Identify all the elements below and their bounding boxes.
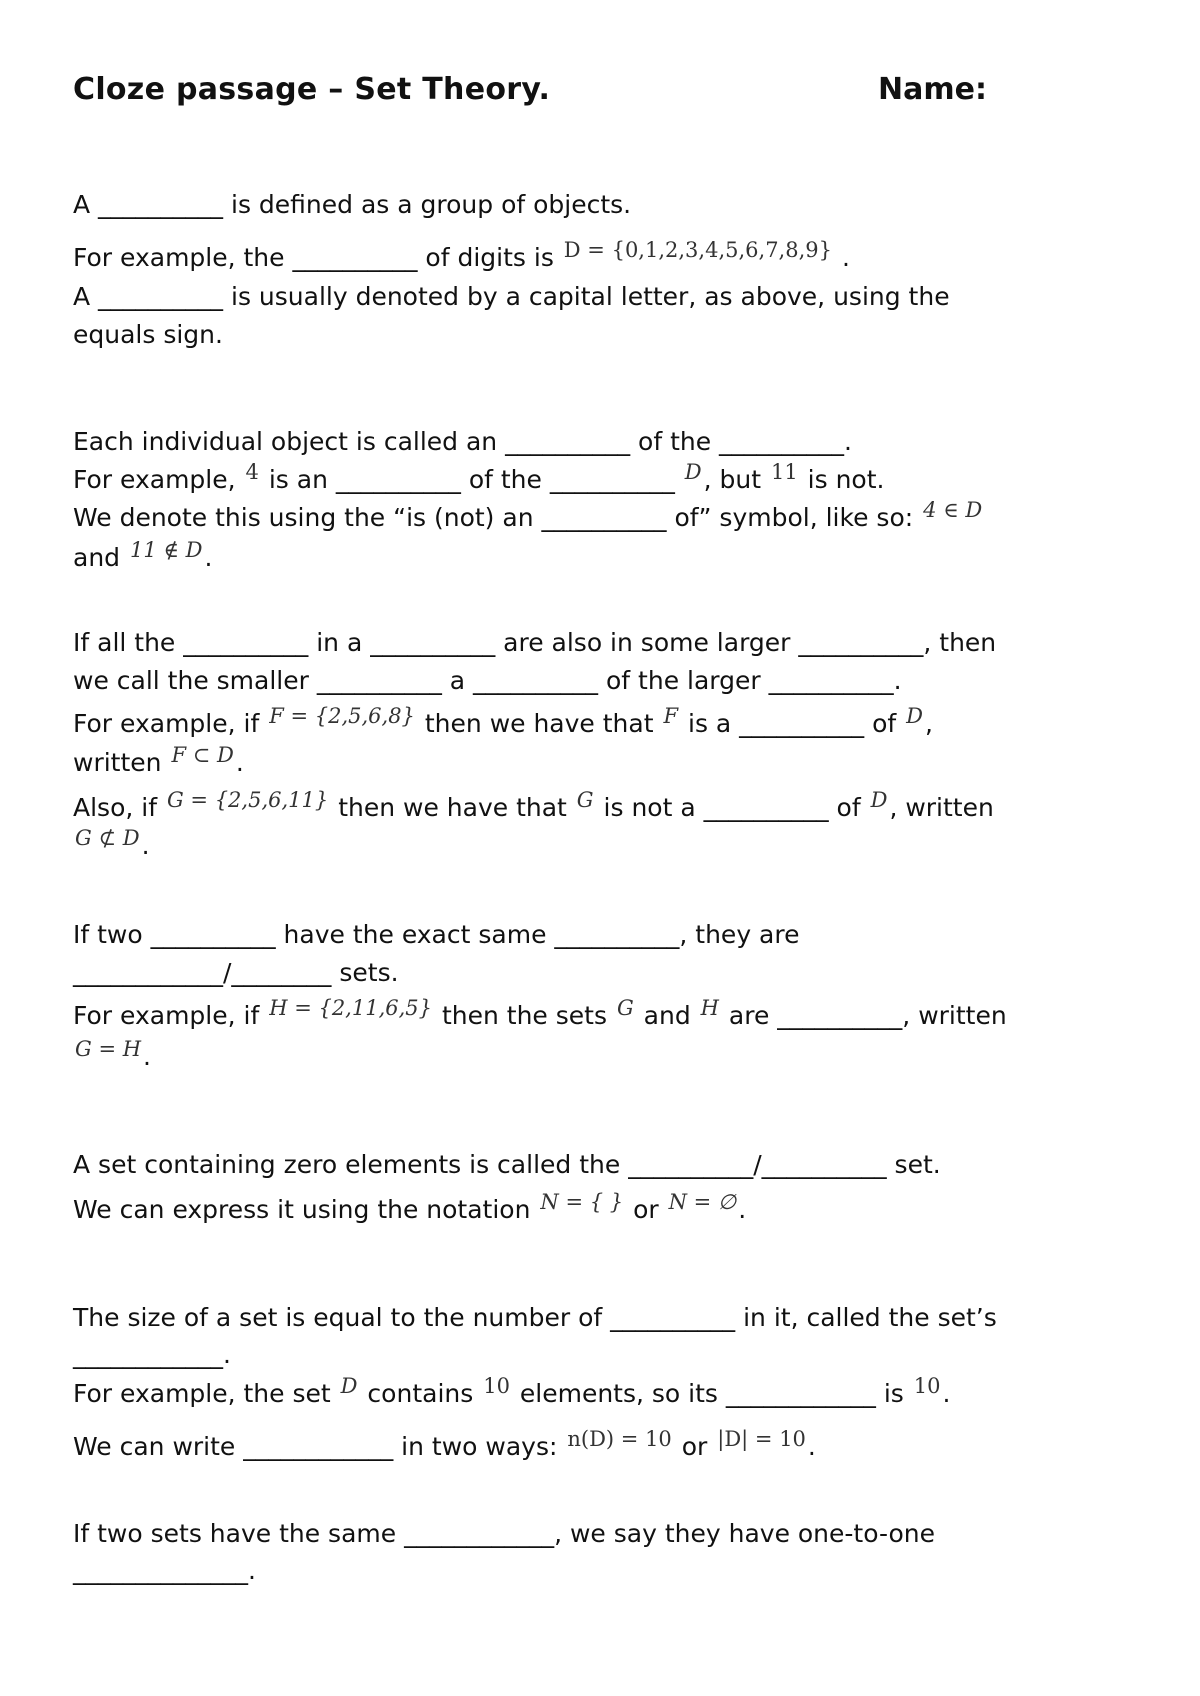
passage-text: then we have that xyxy=(416,709,662,738)
math-expression: n(D) = 10 xyxy=(567,1427,672,1451)
math-expression: 10 xyxy=(483,1374,510,1398)
passage-text: If all the __________ in a __________ are also in some larger __________, then xyxy=(73,628,997,657)
passage-text: is not. xyxy=(799,465,885,494)
passage-text: . xyxy=(942,1379,951,1408)
math-expression: F ⊂ D xyxy=(171,743,234,767)
passage-text: . xyxy=(738,1195,747,1224)
passage-line xyxy=(73,429,852,454)
passage-text: For example, the __________ of digits is xyxy=(73,243,562,272)
name-label: Name: xyxy=(878,72,987,107)
passage-line xyxy=(73,996,1007,1030)
passage-text: A __________ is defined as a group of objects. xyxy=(73,190,632,219)
passage-line xyxy=(73,460,885,494)
passage-text: and xyxy=(635,1001,699,1030)
passage-text: then we have that xyxy=(330,793,575,822)
math-expression: 10 xyxy=(913,1374,941,1398)
passage-line xyxy=(73,704,933,738)
math-expression: G ⊄ D xyxy=(75,826,140,850)
passage-line xyxy=(73,630,996,655)
passage-text: are __________, written xyxy=(720,1001,1007,1030)
passage-text: . xyxy=(143,1042,151,1071)
passage-text: we call the smaller __________ a __________ of the larger __________. xyxy=(73,666,902,695)
passage-line xyxy=(73,284,950,309)
passage-text: A __________ is usually denoted by a capital letter, as above, using the xyxy=(73,282,950,311)
passage-text: We can write ____________ in two ways: xyxy=(73,1432,566,1461)
math-expression: D = {0,1,2,3,4,5,6,7,8,9} xyxy=(563,238,832,262)
passage-text: Also, if xyxy=(73,793,165,822)
passage-text: If two sets have the same ____________, we say they have one-to-one xyxy=(73,1519,935,1548)
math-expression: 4 xyxy=(245,460,259,484)
passage-text: . xyxy=(204,543,213,572)
passage-line xyxy=(73,668,902,693)
math-expression: G = H xyxy=(75,1037,142,1061)
passage-text: For example, the set xyxy=(73,1379,339,1408)
passage-text: , but xyxy=(703,465,769,494)
passage-text: elements, so its ____________ is xyxy=(511,1379,912,1408)
math-expression: N = ∅ xyxy=(668,1190,737,1214)
math-expression: 11 ∉ D xyxy=(129,538,203,562)
passage-text: For example, if xyxy=(73,1001,268,1030)
math-expression: G xyxy=(576,788,594,812)
passage-line xyxy=(73,826,150,860)
passage-text: written xyxy=(73,748,170,777)
math-expression: D xyxy=(684,460,702,484)
passage-line xyxy=(73,1152,941,1177)
passage-text: A set containing zero elements is called the __________/__________ set. xyxy=(73,1150,941,1179)
passage-text: . xyxy=(141,831,150,860)
passage-line xyxy=(73,1342,231,1367)
passage-line xyxy=(73,1190,747,1224)
math-expression: D xyxy=(906,704,924,728)
passage-text: , xyxy=(925,709,933,738)
passage-text: We denote this using the “is (not) an __________ of” symbol, like so: xyxy=(73,503,922,532)
passage-line xyxy=(73,788,994,822)
passage-line xyxy=(73,498,984,532)
math-expression: H = {2,11,6,5} xyxy=(269,996,433,1020)
passage-line xyxy=(73,192,631,217)
passage-text: If two __________ have the exact same __________, they are xyxy=(73,920,800,949)
passage-text: equals sign. xyxy=(73,320,223,349)
math-expression: H xyxy=(700,996,719,1020)
math-expression: G = {2,5,6,11} xyxy=(166,788,329,812)
passage-text: or xyxy=(673,1432,716,1461)
math-expression: 4 ∈ D xyxy=(923,498,983,522)
passage-text: The size of a set is equal to the number of __________ in it, called the set’s xyxy=(73,1303,997,1332)
passage-text: ____________/________ sets. xyxy=(73,958,399,987)
passage-line xyxy=(73,960,399,985)
passage-text: For example, xyxy=(73,465,244,494)
passage-text: or xyxy=(625,1195,667,1224)
passage-text: and xyxy=(73,543,128,572)
passage-line xyxy=(73,1427,816,1461)
passage-text: We can express it using the notation xyxy=(73,1195,539,1224)
math-expression: F xyxy=(663,704,679,728)
passage-line xyxy=(73,1305,997,1330)
math-expression: G xyxy=(616,996,634,1020)
passage-text: , written xyxy=(889,793,994,822)
passage-text: is not a __________ of xyxy=(595,793,869,822)
math-expression: |D| = 10 xyxy=(717,1427,806,1451)
passage-line xyxy=(73,238,850,272)
math-expression: D xyxy=(340,1374,358,1398)
passage-text: is a __________ of xyxy=(680,709,905,738)
math-expression: F = {2,5,6,8} xyxy=(269,704,415,728)
passage-line xyxy=(73,1558,256,1583)
passage-line xyxy=(73,922,800,947)
page-title: Cloze passage – Set Theory. xyxy=(73,72,551,107)
passage-line xyxy=(73,1037,151,1071)
passage-text: . xyxy=(834,243,850,272)
passage-text: . xyxy=(807,1432,816,1461)
math-expression: D xyxy=(870,788,888,812)
passage-text: ______________. xyxy=(73,1556,256,1585)
passage-text: For example, if xyxy=(73,709,268,738)
passage-text: . xyxy=(235,748,244,777)
passage-line xyxy=(73,1521,935,1546)
passage-text: is an __________ of the __________ xyxy=(260,465,683,494)
math-expression: N = { } xyxy=(540,1190,624,1214)
passage-text: ____________. xyxy=(73,1340,231,1369)
math-expression: 11 xyxy=(770,460,798,484)
passage-line xyxy=(73,538,213,572)
passage-line xyxy=(73,322,223,347)
passage-text: then the sets xyxy=(434,1001,615,1030)
passage-text: contains xyxy=(359,1379,482,1408)
passage-text: Each individual object is called an __________ of the __________. xyxy=(73,427,853,456)
passage-line xyxy=(73,1374,951,1408)
passage-line xyxy=(73,743,244,777)
